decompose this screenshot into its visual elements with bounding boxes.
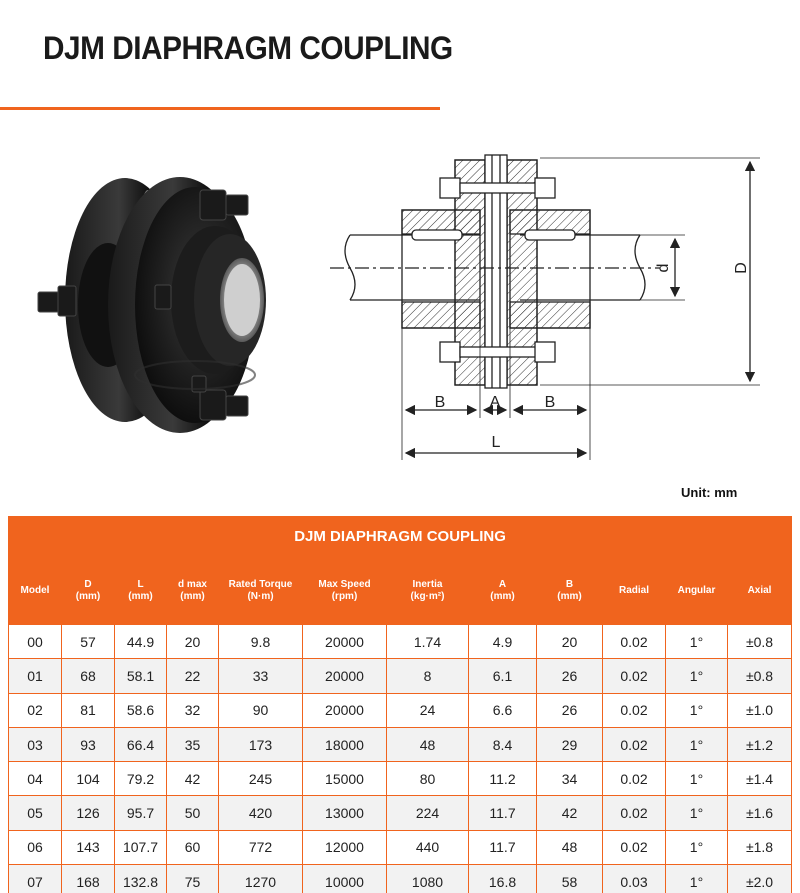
table-cell: 32 xyxy=(167,693,219,727)
table-cell: 1270 xyxy=(219,865,303,893)
coupling-drawing xyxy=(320,150,770,470)
column-header-unit: (N·m) xyxy=(247,590,274,602)
table-cell: 420 xyxy=(219,796,303,830)
column-header xyxy=(537,557,603,625)
table-cell: 440 xyxy=(387,830,469,864)
table-body xyxy=(9,625,792,893)
table-cell: 18000 xyxy=(303,727,387,761)
column-header-unit: (mm) xyxy=(490,590,515,602)
table-cell: 20000 xyxy=(303,693,387,727)
table-cell: 10000 xyxy=(303,865,387,893)
table-cell: 0.02 xyxy=(603,693,666,727)
column-header-label: A xyxy=(498,578,507,590)
table-cell: 20000 xyxy=(303,625,387,659)
table-cell: 6.1 xyxy=(469,659,537,693)
table-cell: 11.7 xyxy=(469,830,537,864)
table-cell: 772 xyxy=(219,830,303,864)
column-header-label: Axial xyxy=(747,584,772,596)
table-cell: 0.02 xyxy=(603,796,666,830)
column-header-label: D xyxy=(84,578,92,590)
dim-label-b-right: B xyxy=(544,394,556,411)
title-underline xyxy=(0,107,440,110)
table-cell: 58.1 xyxy=(115,659,167,693)
table-cell: 168 xyxy=(62,865,115,893)
table-cell: 1° xyxy=(666,727,728,761)
table-cell: ±1.4 xyxy=(728,762,792,796)
table-cell: ±1.0 xyxy=(728,693,792,727)
table-cell: 50 xyxy=(167,796,219,830)
table-cell: 90 xyxy=(219,693,303,727)
column-header-unit: (mm) xyxy=(128,590,153,602)
column-header xyxy=(728,557,792,625)
table-cell: 42 xyxy=(537,796,603,830)
table-cell: 1° xyxy=(666,762,728,796)
column-header-label: Radial xyxy=(618,584,649,596)
column-header-label: Max Speed xyxy=(318,578,371,590)
table-header-row xyxy=(9,557,792,625)
table-cell: 9.8 xyxy=(219,625,303,659)
table-row xyxy=(9,693,792,727)
table-cell: 48 xyxy=(537,830,603,864)
table-cell: ±1.8 xyxy=(728,830,792,864)
table-cell: 02 xyxy=(9,693,62,727)
table-cell: 1° xyxy=(666,796,728,830)
column-header xyxy=(603,557,666,625)
table-cell: 245 xyxy=(219,762,303,796)
dim-label-d-small: d xyxy=(655,263,672,273)
table-cell: 48 xyxy=(387,727,469,761)
table-cell: 95.7 xyxy=(115,796,167,830)
table-cell: 05 xyxy=(9,796,62,830)
table-cell: 34 xyxy=(537,762,603,796)
table-cell: 29 xyxy=(537,727,603,761)
table-row xyxy=(9,762,792,796)
table-cell: 1° xyxy=(666,865,728,893)
table-cell: 0.02 xyxy=(603,659,666,693)
column-header-label: B xyxy=(565,578,574,590)
column-header-label: d max xyxy=(178,578,207,590)
table-cell: 03 xyxy=(9,727,62,761)
table-cell: 11.7 xyxy=(469,796,537,830)
table-cell: 0.02 xyxy=(603,727,666,761)
table-cell: 20 xyxy=(167,625,219,659)
table-cell: 132.8 xyxy=(115,865,167,893)
table-cell: 24 xyxy=(387,693,469,727)
table-cell: 20 xyxy=(537,625,603,659)
table-cell: 06 xyxy=(9,830,62,864)
table-cell: 1° xyxy=(666,659,728,693)
table-cell: 1.74 xyxy=(387,625,469,659)
table-row xyxy=(9,865,792,893)
table-cell: 26 xyxy=(537,693,603,727)
table-row xyxy=(9,727,792,761)
table-row xyxy=(9,625,792,659)
column-header-label: Inertia xyxy=(412,578,443,590)
column-header xyxy=(9,557,62,625)
table-cell: 1° xyxy=(666,625,728,659)
table-cell: 0.02 xyxy=(603,762,666,796)
dim-label-b-left: B xyxy=(434,394,446,411)
column-header-unit: (rpm) xyxy=(331,590,358,602)
column-header-label: Rated Torque xyxy=(228,578,293,590)
table-cell: 0.02 xyxy=(603,625,666,659)
table-cell: 224 xyxy=(387,796,469,830)
table-cell: 16.8 xyxy=(469,865,537,893)
table-cell: 58.6 xyxy=(115,693,167,727)
table-cell: ±1.2 xyxy=(728,727,792,761)
column-header-unit: (mm) xyxy=(557,590,582,602)
table-cell: 04 xyxy=(9,762,62,796)
table-cell: 1080 xyxy=(387,865,469,893)
table-cell: 68 xyxy=(62,659,115,693)
table-cell: ±0.8 xyxy=(728,625,792,659)
table-cell: 07 xyxy=(9,865,62,893)
coupling-photo xyxy=(30,160,290,450)
table-cell: 11.2 xyxy=(469,762,537,796)
table-cell: 0.03 xyxy=(603,865,666,893)
table-cell: 93 xyxy=(62,727,115,761)
table-cell: 4.9 xyxy=(469,625,537,659)
table-cell: 8 xyxy=(387,659,469,693)
table-cell: 00 xyxy=(9,625,62,659)
unit-note: Unit: mm xyxy=(681,485,738,500)
table-cell: 8.4 xyxy=(469,727,537,761)
table-cell: 1° xyxy=(666,830,728,864)
table-cell: 80 xyxy=(387,762,469,796)
column-header xyxy=(115,557,167,625)
table-cell: 143 xyxy=(62,830,115,864)
dim-label-a: A xyxy=(489,394,501,411)
column-header xyxy=(167,557,219,625)
table-cell: 104 xyxy=(62,762,115,796)
table-cell: 22 xyxy=(167,659,219,693)
table-caption: DJM DIAPHRAGM COUPLING xyxy=(9,517,792,557)
column-header xyxy=(303,557,387,625)
table-cell: 12000 xyxy=(303,830,387,864)
table-cell: 79.2 xyxy=(115,762,167,796)
table-cell: 0.02 xyxy=(603,830,666,864)
column-header xyxy=(666,557,728,625)
dim-label-l: L xyxy=(491,434,501,451)
table-cell: 60 xyxy=(167,830,219,864)
table-cell: 6.6 xyxy=(469,693,537,727)
table-cell: 20000 xyxy=(303,659,387,693)
column-header xyxy=(469,557,537,625)
table-cell: 42 xyxy=(167,762,219,796)
table-cell: 173 xyxy=(219,727,303,761)
table-cell: 15000 xyxy=(303,762,387,796)
table-row xyxy=(9,659,792,693)
column-header-unit: (mm) xyxy=(180,590,205,602)
dim-label-d-large: D xyxy=(733,262,750,274)
column-header-unit: (mm) xyxy=(75,590,101,602)
table-cell: 35 xyxy=(167,727,219,761)
column-header-label: Model xyxy=(20,584,50,596)
table-cell: 33 xyxy=(219,659,303,693)
table-cell: 26 xyxy=(537,659,603,693)
table-cell: 107.7 xyxy=(115,830,167,864)
table-row xyxy=(9,830,792,864)
table-cell: 13000 xyxy=(303,796,387,830)
table-cell: 66.4 xyxy=(115,727,167,761)
table-cell: 81 xyxy=(62,693,115,727)
column-header-unit: (kg·m²) xyxy=(410,590,445,602)
table-cell: 1° xyxy=(666,693,728,727)
table-cell: ±1.6 xyxy=(728,796,792,830)
column-header xyxy=(387,557,469,625)
table-cell: ±0.8 xyxy=(728,659,792,693)
table-cell: 57 xyxy=(62,625,115,659)
page-title: DJM DIAPHRAGM COUPLING xyxy=(43,30,453,66)
column-header-label: Angular xyxy=(677,584,716,596)
table-cell: 58 xyxy=(537,865,603,893)
table-cell: 126 xyxy=(62,796,115,830)
table-cell: 75 xyxy=(167,865,219,893)
spec-table xyxy=(8,516,792,893)
column-header-label: L xyxy=(137,578,144,590)
column-header xyxy=(219,557,303,625)
table-cell: ±2.0 xyxy=(728,865,792,893)
column-header xyxy=(62,557,115,625)
table-cell: 44.9 xyxy=(115,625,167,659)
table-cell: 01 xyxy=(9,659,62,693)
table-row xyxy=(9,796,792,830)
